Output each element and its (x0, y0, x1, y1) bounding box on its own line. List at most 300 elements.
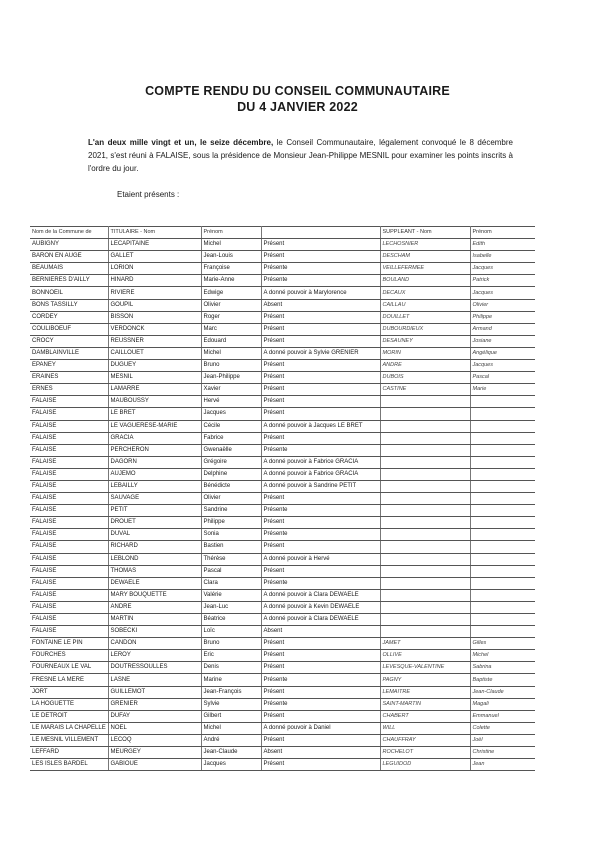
prenom-cell: Sylvie (201, 698, 261, 710)
suppleant-cell: CHAUFFRAY (380, 734, 470, 746)
prenom-cell: Clara (201, 577, 261, 589)
statut-cell: Présente (261, 674, 380, 686)
suppleant-cell (380, 456, 470, 468)
prenom-cell: Eric (201, 650, 261, 662)
table-row (30, 674, 535, 686)
statut-cell: Présent (261, 541, 380, 553)
suppleant-cell (380, 420, 470, 432)
commune-cell: FALAISE (30, 468, 108, 480)
commune-cell: FALAISE (30, 529, 108, 541)
statut-cell: Présent (261, 650, 380, 662)
statut-cell: Présent (261, 734, 380, 746)
commune-cell: LE MARAIS LA CHAPELLE (30, 722, 108, 734)
header-titulaire: TITULAIRE - Nom (108, 227, 201, 239)
titulaire-cell: DUFAY (108, 710, 201, 722)
table-row (30, 275, 535, 287)
suppleant-cell: DECAUX (380, 287, 470, 299)
prenom-cell: Bénédicte (201, 480, 261, 492)
table-row (30, 589, 535, 601)
titulaire-cell: DROUET (108, 517, 201, 529)
suppleant-prenom-cell: Edith (470, 239, 535, 251)
suppleant-prenom-cell (470, 505, 535, 517)
suppleant-cell: DOUILLET (380, 311, 470, 323)
prenom-cell: Philippe (201, 517, 261, 529)
suppleant-prenom-cell: Baptiste (470, 674, 535, 686)
suppleant-prenom-cell: Jacques (470, 360, 535, 372)
prenom-cell: Jean-Louis (201, 251, 261, 263)
titulaire-cell: NOEL (108, 722, 201, 734)
suppleant-prenom-cell: Emmanuel (470, 710, 535, 722)
suppleant-cell: WILL (380, 722, 470, 734)
suppleant-cell: LECHOSNIER (380, 239, 470, 251)
suppleant-prenom-cell: Jean (470, 759, 535, 771)
presents-label: Etaient présents : (117, 190, 180, 199)
titulaire-cell: CAILLOUET (108, 347, 201, 359)
statut-cell: Absent (261, 626, 380, 638)
titulaire-cell: SOBECKI (108, 626, 201, 638)
commune-cell: LEFFARD (30, 747, 108, 759)
table-row (30, 747, 535, 759)
suppleant-prenom-cell (470, 553, 535, 565)
prenom-cell: Loïc (201, 626, 261, 638)
prenom-cell: Jean-Luc (201, 601, 261, 613)
titulaire-cell: MARTIN (108, 614, 201, 626)
titulaire-cell: MAUBOUSSY (108, 396, 201, 408)
table-row (30, 601, 535, 613)
titulaire-cell: HINARD (108, 275, 201, 287)
table-row (30, 480, 535, 492)
header-commune: Nom de la Commune de (30, 227, 108, 239)
statut-cell: Présent (261, 360, 380, 372)
suppleant-cell: LEVESQUE-VALENTINE (380, 662, 470, 674)
suppleant-cell (380, 444, 470, 456)
commune-cell: BEAUMAIS (30, 263, 108, 275)
statut-cell: Présent (261, 710, 380, 722)
titulaire-cell: VERDONCK (108, 323, 201, 335)
titulaire-cell: ANDRE (108, 601, 201, 613)
table-row (30, 360, 535, 372)
suppleant-cell (380, 432, 470, 444)
suppleant-cell (380, 408, 470, 420)
titulaire-cell: GOUPIL (108, 299, 201, 311)
statut-cell: Présent (261, 432, 380, 444)
prenom-cell: Delphine (201, 468, 261, 480)
table-row (30, 347, 535, 359)
prenom-cell: Marie-Anne (201, 275, 261, 287)
suppleant-cell: DUBOURDIEUX (380, 323, 470, 335)
suppleant-cell: SAINT-MARTIN (380, 698, 470, 710)
prenom-cell: Edouard (201, 335, 261, 347)
suppleant-prenom-cell: Jean-Claude (470, 686, 535, 698)
commune-cell: BERNIERES D'AILLY (30, 275, 108, 287)
titulaire-cell: PETIT (108, 505, 201, 517)
header-suppleant-prenom: Prénom (470, 227, 535, 239)
table-row (30, 287, 535, 299)
titulaire-cell: MARY BOUQUETTE (108, 589, 201, 601)
prenom-cell: Béatrice (201, 614, 261, 626)
statut-cell: A donné pouvoir à Sandrine PETIT (261, 480, 380, 492)
commune-cell: FALAISE (30, 589, 108, 601)
suppleant-prenom-cell: Magali (470, 698, 535, 710)
titulaire-cell: REUSSNER (108, 335, 201, 347)
statut-cell: Présent (261, 396, 380, 408)
statut-cell: Présente (261, 505, 380, 517)
commune-cell: LA HOGUETTE (30, 698, 108, 710)
suppleant-cell: LEGUIDOD (380, 759, 470, 771)
commune-cell: FRESNE LA MERE (30, 674, 108, 686)
intro-bold: L'an deux mille vingt et un, le seize décembre, (88, 138, 274, 147)
statut-cell: A donné pouvoir à Daniel (261, 722, 380, 734)
suppleant-cell (380, 541, 470, 553)
commune-cell: FALAISE (30, 432, 108, 444)
suppleant-cell (380, 517, 470, 529)
prenom-cell: Jacques (201, 408, 261, 420)
suppleant-prenom-cell: Gilles (470, 638, 535, 650)
prenom-cell: Gilbert (201, 710, 261, 722)
suppleant-prenom-cell: Patrick (470, 275, 535, 287)
suppleant-prenom-cell (470, 517, 535, 529)
commune-cell: FALAISE (30, 493, 108, 505)
suppleant-cell (380, 577, 470, 589)
suppleant-prenom-cell: Marie (470, 384, 535, 396)
statut-cell: A donné pouvoir à Clara DEWAELE (261, 589, 380, 601)
statut-cell: A donné pouvoir à Marylorence (261, 287, 380, 299)
commune-cell: FALAISE (30, 396, 108, 408)
statut-cell: Présent (261, 408, 380, 420)
suppleant-prenom-cell (470, 480, 535, 492)
titulaire-cell: GABIOUE (108, 759, 201, 771)
statut-cell: Présent (261, 686, 380, 698)
prenom-cell: Denis (201, 662, 261, 674)
prenom-cell: Françoise (201, 263, 261, 275)
table-row (30, 577, 535, 589)
titulaire-cell: MESNIL (108, 372, 201, 384)
suppleant-prenom-cell: Michel (470, 650, 535, 662)
prenom-cell: Fabrice (201, 432, 261, 444)
prenom-cell: Olivier (201, 493, 261, 505)
titulaire-cell: DAGORN (108, 456, 201, 468)
table-row (30, 710, 535, 722)
statut-cell: Présent (261, 493, 380, 505)
suppleant-cell: DUBOIS (380, 372, 470, 384)
table-row (30, 650, 535, 662)
statut-cell: Présent (261, 323, 380, 335)
suppleant-prenom-cell (470, 493, 535, 505)
statut-cell: Présent (261, 662, 380, 674)
suppleant-cell: JAMET (380, 638, 470, 650)
statut-cell: Présente (261, 444, 380, 456)
statut-cell: Présent (261, 335, 380, 347)
table-row (30, 505, 535, 517)
suppleant-prenom-cell: Philippe (470, 311, 535, 323)
titulaire-cell: RICHARD (108, 541, 201, 553)
titulaire-cell: LORION (108, 263, 201, 275)
commune-cell: AUBIGNY (30, 239, 108, 251)
table-row (30, 626, 535, 638)
document-date: DU 4 JANVIER 2022 (237, 100, 358, 114)
titulaire-cell: LEROY (108, 650, 201, 662)
attendance-table (30, 226, 535, 771)
statut-cell: A donné pouvoir à Clara DEWAELE (261, 614, 380, 626)
header-statut (261, 227, 380, 239)
titulaire-cell: THOMAS (108, 565, 201, 577)
table-row (30, 529, 535, 541)
suppleant-cell (380, 614, 470, 626)
table-row (30, 468, 535, 480)
suppleant-cell: OLLIVE (380, 650, 470, 662)
suppleant-prenom-cell: Sabrina (470, 662, 535, 674)
suppleant-cell (380, 589, 470, 601)
prenom-cell: Olivier (201, 299, 261, 311)
table-row (30, 444, 535, 456)
prenom-cell: Edwige (201, 287, 261, 299)
prenom-cell: Grégoire (201, 456, 261, 468)
titulaire-cell: GUILLEMOT (108, 686, 201, 698)
statut-cell: A donné pouvoir à Fabrice GRACIA (261, 468, 380, 480)
titulaire-cell: LEBAILLY (108, 480, 201, 492)
statut-cell: A donné pouvoir à Sylvie GRENIER (261, 347, 380, 359)
suppleant-cell: CAILLAU (380, 299, 470, 311)
suppleant-cell: VEILLEFERMEE (380, 263, 470, 275)
table-row (30, 311, 535, 323)
statut-cell: Absent (261, 747, 380, 759)
suppleant-prenom-cell (470, 456, 535, 468)
titulaire-cell: DEWAELE (108, 577, 201, 589)
commune-cell: CROCY (30, 335, 108, 347)
table-row (30, 432, 535, 444)
table-row (30, 759, 535, 771)
suppleant-prenom-cell (470, 541, 535, 553)
commune-cell: FALAISE (30, 577, 108, 589)
prenom-cell: Jean-François (201, 686, 261, 698)
commune-cell: FALAISE (30, 444, 108, 456)
table-row (30, 734, 535, 746)
suppleant-prenom-cell: Christine (470, 747, 535, 759)
prenom-cell: Valérie (201, 589, 261, 601)
suppleant-cell (380, 565, 470, 577)
suppleant-prenom-cell: Colette (470, 722, 535, 734)
titulaire-cell: DUGUEY (108, 360, 201, 372)
table-row (30, 420, 535, 432)
commune-cell: FONTAINE LE PIN (30, 638, 108, 650)
table-row (30, 456, 535, 468)
prenom-cell: Michel (201, 239, 261, 251)
commune-cell: LE MESNIL VILLEMENT (30, 734, 108, 746)
suppleant-prenom-cell (470, 626, 535, 638)
prenom-cell: Thérèse (201, 553, 261, 565)
prenom-cell: Gwenaëlle (201, 444, 261, 456)
suppleant-cell (380, 553, 470, 565)
prenom-cell: Marine (201, 674, 261, 686)
commune-cell: FALAISE (30, 614, 108, 626)
header-suppleant: SUPPLEANT - Nom (380, 227, 470, 239)
prenom-cell: Jean-Philippe (201, 372, 261, 384)
suppleant-cell: PAGNY (380, 674, 470, 686)
titulaire-cell: LEBLOND (108, 553, 201, 565)
document-title: COMPTE RENDU DU CONSEIL COMMUNAUTAIRE (145, 84, 450, 98)
commune-cell: EPANEY (30, 360, 108, 372)
suppleant-prenom-cell: Isabelle (470, 251, 535, 263)
suppleant-prenom-cell: Jacques (470, 287, 535, 299)
table-row (30, 638, 535, 650)
table-row (30, 396, 535, 408)
suppleant-cell (380, 468, 470, 480)
suppleant-cell: ANDRE (380, 360, 470, 372)
prenom-cell: Bruno (201, 360, 261, 372)
suppleant-prenom-cell (470, 420, 535, 432)
suppleant-cell: CASTINE (380, 384, 470, 396)
suppleant-cell: LEMAITRE (380, 686, 470, 698)
suppleant-prenom-cell (470, 444, 535, 456)
prenom-cell: Xavier (201, 384, 261, 396)
table-row (30, 553, 535, 565)
titulaire-cell: DOUTRESSOULLES (108, 662, 201, 674)
suppleant-prenom-cell (470, 408, 535, 420)
prenom-cell: Marc (201, 323, 261, 335)
suppleant-cell (380, 396, 470, 408)
statut-cell: Présent (261, 638, 380, 650)
table-row (30, 722, 535, 734)
suppleant-prenom-cell (470, 529, 535, 541)
suppleant-prenom-cell: Joël (470, 734, 535, 746)
statut-cell: Présente (261, 577, 380, 589)
suppleant-cell (380, 480, 470, 492)
prenom-cell: Jacques (201, 759, 261, 771)
statut-cell: Présent (261, 251, 380, 263)
statut-cell: Absent (261, 299, 380, 311)
suppleant-cell (380, 529, 470, 541)
prenom-cell: André (201, 734, 261, 746)
table-row (30, 323, 535, 335)
suppleant-cell: ROCHELOT (380, 747, 470, 759)
titulaire-cell: LE BRET (108, 408, 201, 420)
prenom-cell: Sonia (201, 529, 261, 541)
suppleant-prenom-cell: Jacques (470, 263, 535, 275)
statut-cell: A donné pouvoir à Hervé (261, 553, 380, 565)
commune-cell: BARON EN AUGE (30, 251, 108, 263)
prenom-cell: Jean-Claude (201, 747, 261, 759)
table-row (30, 698, 535, 710)
suppleant-cell: CHABERT (380, 710, 470, 722)
commune-cell: FALAISE (30, 601, 108, 613)
commune-cell: LE DETROIT (30, 710, 108, 722)
commune-cell: FOURCHES (30, 650, 108, 662)
prenom-cell: Bruno (201, 638, 261, 650)
titulaire-cell: LECOQ (108, 734, 201, 746)
suppleant-prenom-cell (470, 396, 535, 408)
suppleant-prenom-cell: Olivier (470, 299, 535, 311)
commune-cell: FALAISE (30, 553, 108, 565)
commune-cell: FALAISE (30, 420, 108, 432)
statut-cell: Présent (261, 517, 380, 529)
suppleant-cell: DESAUNEY (380, 335, 470, 347)
table-row (30, 263, 535, 275)
table-row (30, 299, 535, 311)
statut-cell: Présent (261, 372, 380, 384)
commune-cell: JORT (30, 686, 108, 698)
suppleant-prenom-cell: Pascal (470, 372, 535, 384)
header-prenom: Prénom (201, 227, 261, 239)
table-header-row (30, 227, 535, 239)
statut-cell: Présent (261, 565, 380, 577)
intro-paragraph (88, 136, 513, 175)
table-row (30, 541, 535, 553)
prenom-cell: Michel (201, 722, 261, 734)
statut-cell: Présente (261, 529, 380, 541)
titulaire-cell: AUJEMO (108, 468, 201, 480)
suppleant-prenom-cell (470, 614, 535, 626)
titulaire-cell: BISSON (108, 311, 201, 323)
suppleant-cell (380, 601, 470, 613)
commune-cell: BONS TASSILLY (30, 299, 108, 311)
titulaire-cell: GRENIER (108, 698, 201, 710)
table-row (30, 408, 535, 420)
statut-cell: A donné pouvoir à Jacques LE BRET (261, 420, 380, 432)
commune-cell: FOURNEAUX LE VAL (30, 662, 108, 674)
statut-cell: Présent (261, 311, 380, 323)
table-row (30, 565, 535, 577)
commune-cell: LES ISLES BARDEL (30, 759, 108, 771)
suppleant-prenom-cell: Armand (470, 323, 535, 335)
titulaire-cell: LAMARRE (108, 384, 201, 396)
table-row (30, 335, 535, 347)
statut-cell: Présente (261, 698, 380, 710)
statut-cell: Présente (261, 275, 380, 287)
suppleant-cell: DESCHAM (380, 251, 470, 263)
commune-cell: DAMBLAINVILLE (30, 347, 108, 359)
titulaire-cell: SAUVAGE (108, 493, 201, 505)
statut-cell: Présent (261, 384, 380, 396)
prenom-cell: Bastien (201, 541, 261, 553)
titulaire-cell: MEURGEY (108, 747, 201, 759)
table-row (30, 614, 535, 626)
titulaire-cell: RIVIERE (108, 287, 201, 299)
titulaire-cell: LECAPITAINE (108, 239, 201, 251)
titulaire-cell: PERCHERON (108, 444, 201, 456)
suppleant-prenom-cell (470, 589, 535, 601)
commune-cell: FALAISE (30, 480, 108, 492)
commune-cell: CORDEY (30, 311, 108, 323)
table-row (30, 372, 535, 384)
prenom-cell: Pascal (201, 565, 261, 577)
table-row (30, 662, 535, 674)
suppleant-cell: MORIN (380, 347, 470, 359)
table-row (30, 493, 535, 505)
prenom-cell: Hervé (201, 396, 261, 408)
commune-cell: ERAINES (30, 372, 108, 384)
statut-cell: Présent (261, 239, 380, 251)
prenom-cell: Sandrine (201, 505, 261, 517)
suppleant-prenom-cell (470, 601, 535, 613)
titulaire-cell: LASNE (108, 674, 201, 686)
table-row (30, 251, 535, 263)
prenom-cell: Michel (201, 347, 261, 359)
commune-cell: FALAISE (30, 565, 108, 577)
commune-cell: ERNES (30, 384, 108, 396)
titulaire-cell: LE VAGUERESE-MARIE (108, 420, 201, 432)
commune-cell: COULIBOEUF (30, 323, 108, 335)
suppleant-prenom-cell (470, 468, 535, 480)
intro-text: le Conseil Communautaire, légalement convoqué le 8 décembre 2021, s'est réuni à FALAISE, sous la présidence de Monsieur Jean-Philippe MESNIL pour examiner les points inscrits à l'ordre du jour. (88, 138, 513, 173)
table-row (30, 239, 535, 251)
prenom-cell: Roger (201, 311, 261, 323)
commune-cell: FALAISE (30, 456, 108, 468)
commune-cell: FALAISE (30, 505, 108, 517)
statut-cell: Présent (261, 759, 380, 771)
commune-cell: FALAISE (30, 626, 108, 638)
commune-cell: BONNOEIL (30, 287, 108, 299)
suppleant-cell (380, 505, 470, 517)
